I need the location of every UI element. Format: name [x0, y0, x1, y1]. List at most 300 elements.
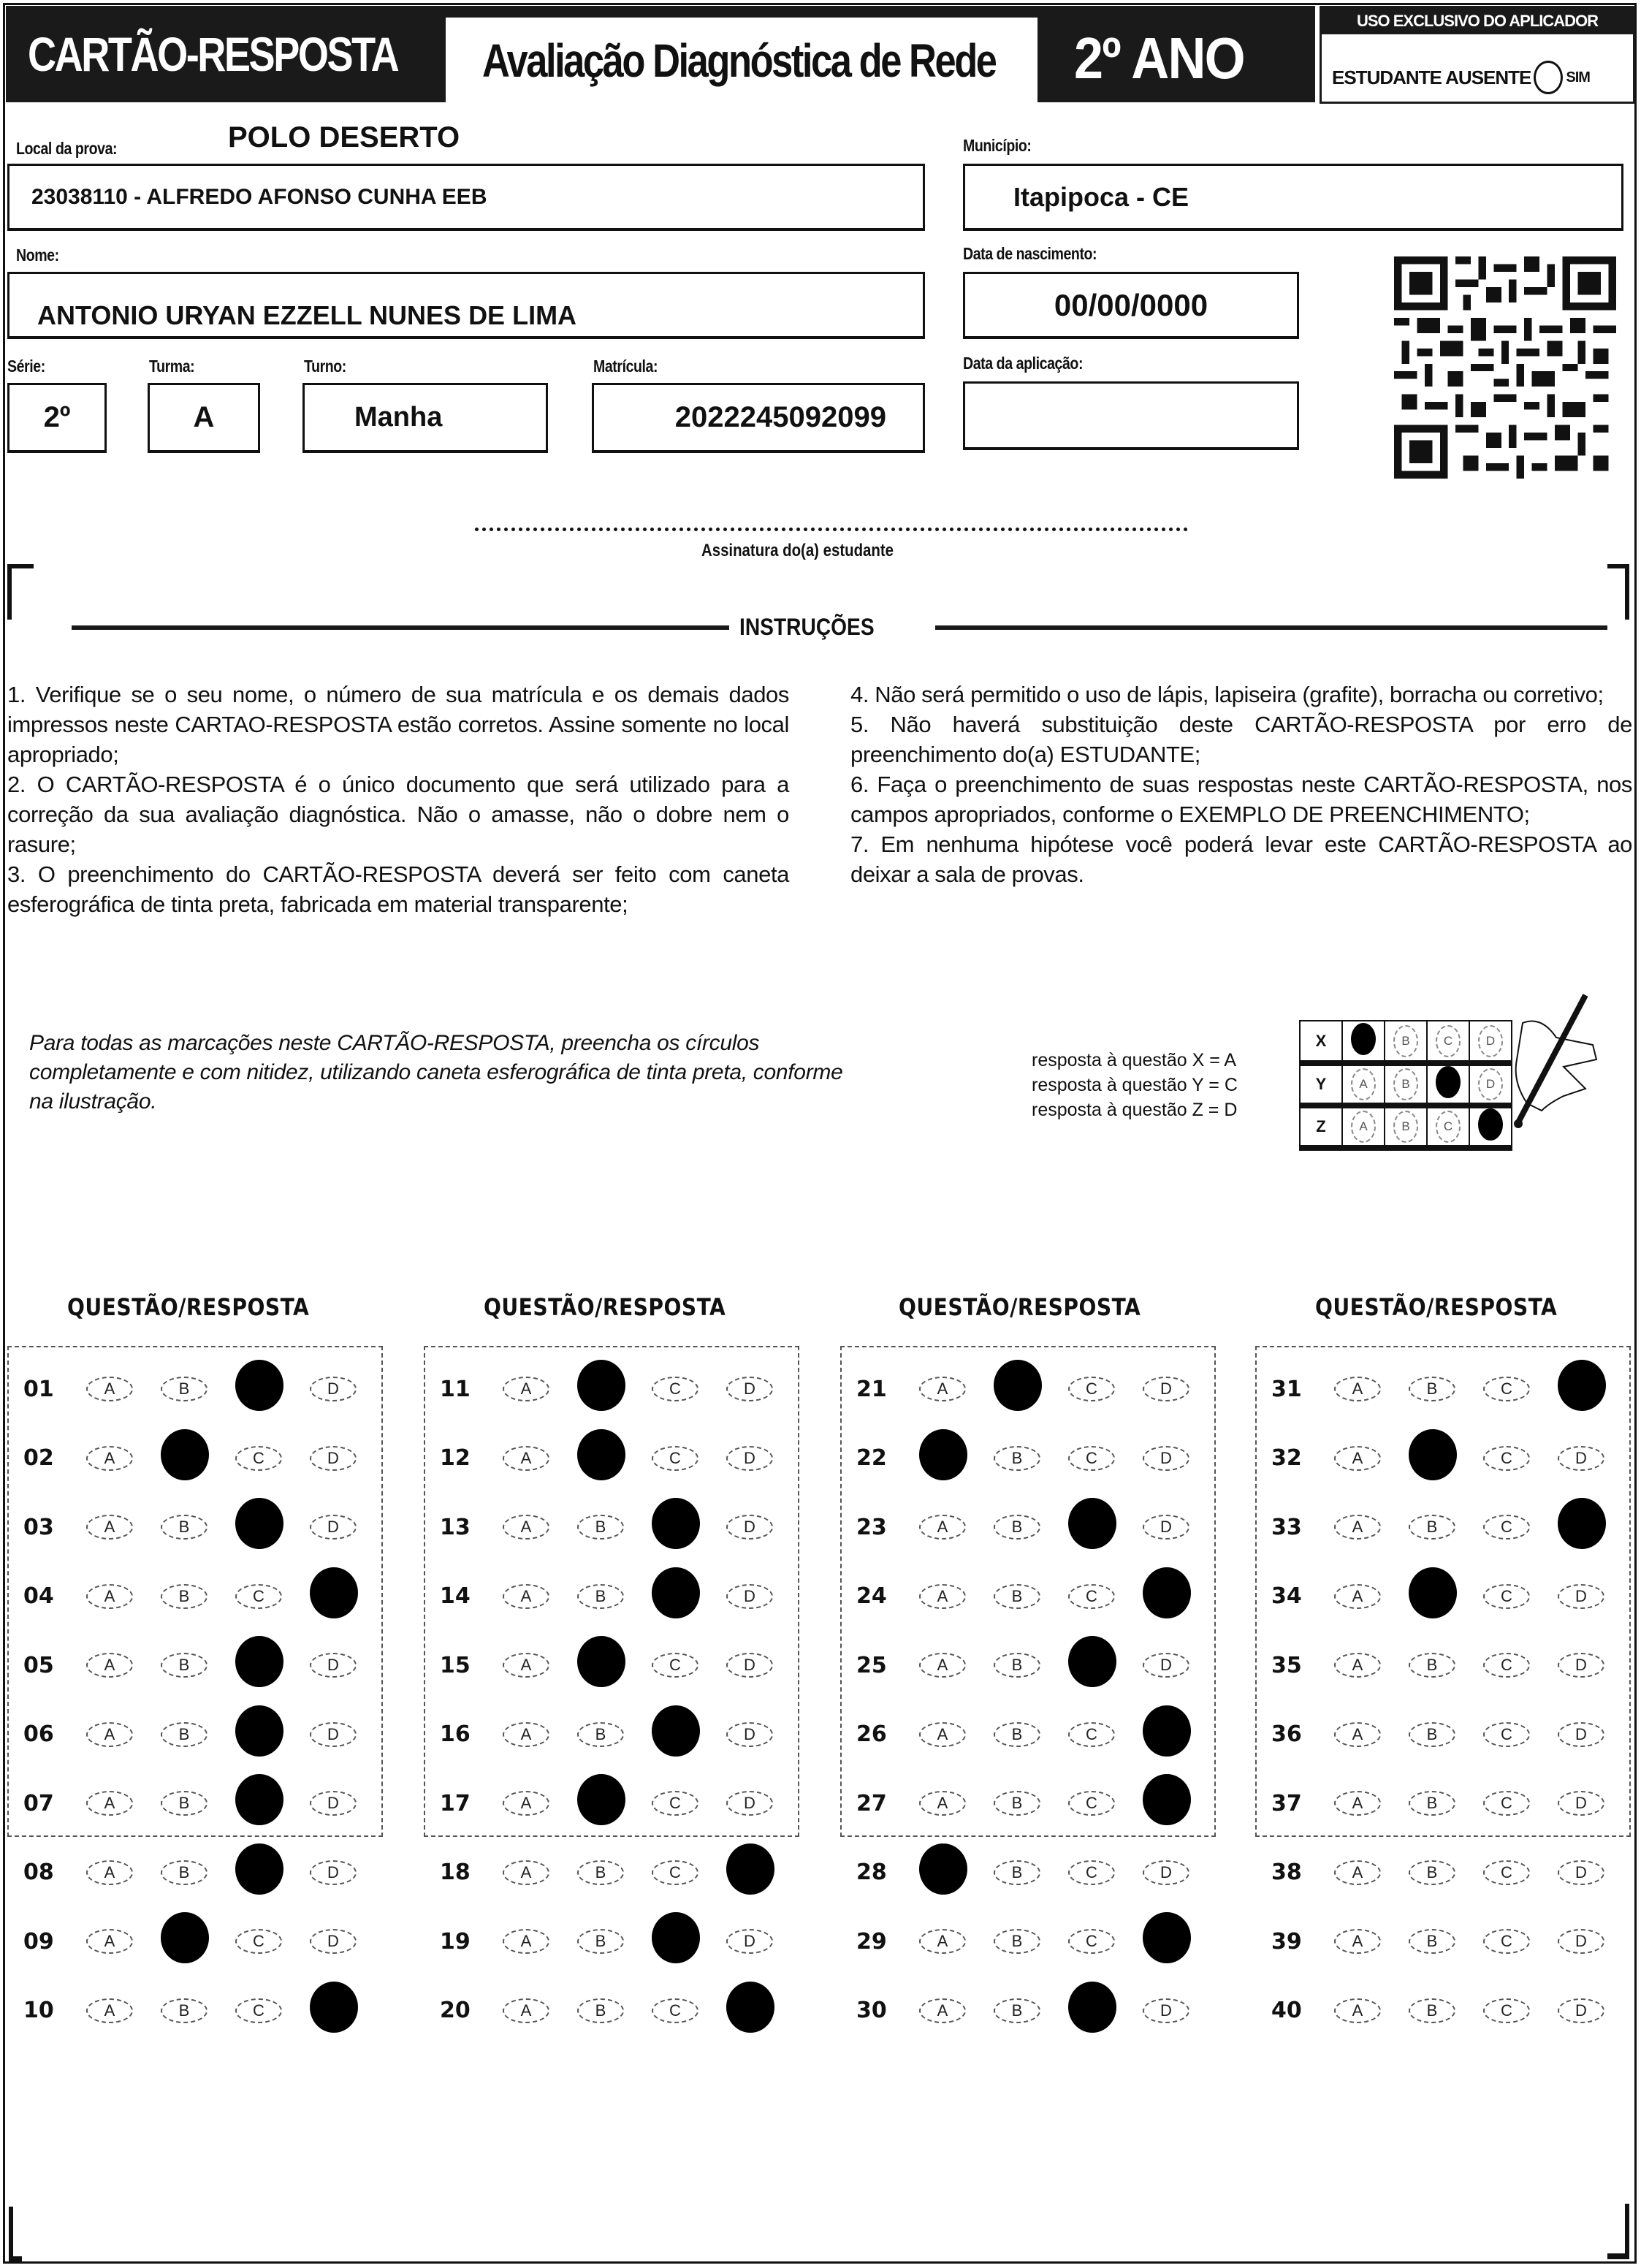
answer-bubble[interactable]: D: [1558, 1929, 1604, 1954]
answer-bubble[interactable]: A: [86, 1653, 133, 1678]
answer-bubble-filled[interactable]: [161, 1429, 209, 1480]
answer-bubble[interactable]: D: [1558, 1584, 1604, 1609]
answer-bubble[interactable]: D: [726, 1377, 773, 1401]
question-number: 06: [23, 1721, 54, 1747]
question-number: 12: [440, 1445, 471, 1471]
answer-bubble[interactable]: C: [1068, 1446, 1115, 1471]
answer-row: [842, 1925, 1214, 1958]
answer-panel: [840, 1346, 1216, 2023]
answer-row: [1257, 1580, 1629, 1613]
answer-bubble[interactable]: D: [310, 1377, 357, 1401]
answer-bubble[interactable]: A: [503, 1722, 549, 1747]
answer-bubble-filled[interactable]: [1558, 1498, 1606, 1549]
answer-bubble[interactable]: A: [1334, 1791, 1381, 1816]
answer-bubble[interactable]: D: [726, 1653, 773, 1678]
example-bubble: A: [1351, 1111, 1376, 1143]
answer-bubble[interactable]: D: [1143, 1860, 1189, 1885]
answer-row: [842, 1648, 1214, 1682]
question-number: 24: [856, 1583, 887, 1609]
answer-bubble[interactable]: A: [86, 1515, 133, 1540]
answer-row: [842, 1994, 1214, 2028]
answer-bubble[interactable]: A: [919, 1515, 966, 1540]
question-number: 15: [440, 1652, 471, 1678]
answer-column-title: QUESTÃO/RESPOSTA: [1315, 1293, 1558, 1321]
question-number: 17: [440, 1790, 471, 1816]
answer-bubble[interactable]: B: [1409, 1860, 1455, 1885]
header-band: [6, 6, 1315, 102]
answer-bubble-filled[interactable]: [1068, 1498, 1116, 1549]
applicator-heading: USO EXCLUSIVO DO APLICADOR: [1322, 8, 1633, 34]
question-number: 14: [440, 1583, 471, 1609]
question-number: 07: [23, 1790, 54, 1816]
question-number: 34: [1271, 1583, 1302, 1609]
answer-bubble[interactable]: A: [503, 1929, 549, 1954]
pen-hand-illustration-icon: [1476, 994, 1600, 1140]
class-field: [148, 383, 260, 453]
question-number: 11: [440, 1376, 471, 1402]
student-absent-option: SIM: [1566, 69, 1590, 85]
answer-bubble[interactable]: A: [503, 1860, 549, 1885]
answer-bubble[interactable]: A: [919, 1377, 966, 1401]
answer-bubble[interactable]: B: [994, 1860, 1040, 1885]
instructions-rule-right: [935, 625, 1607, 630]
answer-bubble[interactable]: A: [1334, 1515, 1381, 1540]
answer-row: [842, 1856, 1214, 1890]
answer-row: [9, 1372, 381, 1406]
answer-bubble[interactable]: A: [1334, 1446, 1381, 1471]
answer-bubble-filled[interactable]: [235, 1360, 283, 1411]
answer-bubble-filled[interactable]: [1143, 1774, 1191, 1825]
instruction-4: 4. Não será permitido o uso de lápis, lapiseira (grafite), borracha ou corretivo;: [850, 682, 1604, 707]
answer-bubble[interactable]: D: [726, 1515, 773, 1540]
example-row-label: Y: [1300, 1063, 1342, 1106]
question-number: 39: [1271, 1928, 1302, 1955]
answer-bubble[interactable]: B: [994, 1791, 1040, 1816]
instructions-right: [850, 680, 1632, 889]
question-number: 21: [856, 1376, 887, 1402]
answer-bubble-filled[interactable]: [235, 1774, 283, 1825]
answer-column-title: QUESTÃO/RESPOSTA: [899, 1293, 1141, 1321]
answer-bubble[interactable]: C: [1068, 1377, 1115, 1401]
answer-bubble[interactable]: C: [652, 1377, 698, 1401]
answer-bubble[interactable]: D: [1558, 1446, 1604, 1471]
answer-bubble[interactable]: B: [1409, 1653, 1455, 1678]
question-number: 30: [856, 1998, 887, 2023]
answer-bubble[interactable]: B: [1409, 1791, 1455, 1816]
answer-bubble[interactable]: D: [310, 1860, 357, 1885]
legend-y: resposta à questão Y = C: [1032, 1075, 1238, 1095]
answer-bubble-filled[interactable]: [919, 1843, 967, 1895]
exam-site-label: Local da prova:: [16, 139, 118, 158]
answer-bubble[interactable]: B: [1409, 1515, 1455, 1540]
grade-label: Série:: [7, 357, 45, 376]
question-number: 33: [1271, 1514, 1302, 1540]
answer-bubble[interactable]: B: [161, 1377, 207, 1401]
answer-row: [1257, 1372, 1629, 1406]
answer-row: [425, 1580, 798, 1613]
answer-bubble[interactable]: C: [652, 1791, 698, 1816]
answer-bubble[interactable]: D: [1143, 1377, 1189, 1401]
question-number: 01: [23, 1376, 54, 1402]
answer-bubble[interactable]: A: [919, 1929, 966, 1954]
answer-bubble[interactable]: B: [1409, 1377, 1455, 1401]
answer-row: [425, 1994, 798, 2028]
answer-bubble[interactable]: C: [1483, 1377, 1530, 1401]
answer-bubble[interactable]: C: [235, 1929, 282, 1954]
year-label: 2º ANO: [1074, 26, 1244, 91]
municipality-value: Itapipoca - CE: [1013, 181, 1189, 212]
answer-bubble[interactable]: B: [994, 1998, 1040, 2023]
legend-x: resposta à questão X = A: [1032, 1050, 1237, 1070]
answer-bubble-filled[interactable]: [235, 1498, 283, 1549]
answer-bubble[interactable]: C: [1483, 1722, 1530, 1747]
question-number: 40: [1271, 1998, 1302, 2023]
answer-row: [9, 1786, 381, 1820]
signature-line[interactable]: [475, 528, 1188, 531]
example-bubble: D: [1478, 1025, 1503, 1057]
answer-bubble[interactable]: A: [919, 1998, 966, 2023]
question-number: 27: [856, 1790, 887, 1816]
example-bubble-filled: [1436, 1066, 1461, 1098]
answer-bubble[interactable]: A: [86, 1791, 133, 1816]
answer-bubble[interactable]: D: [310, 1515, 357, 1540]
answer-bubble-filled[interactable]: [652, 1498, 700, 1549]
name-label: Nome:: [16, 246, 59, 265]
answer-row: [9, 1856, 381, 1890]
answer-bubble[interactable]: C: [1483, 1998, 1530, 2023]
answer-row: [9, 1580, 381, 1613]
answer-bubble[interactable]: B: [161, 1791, 207, 1816]
question-number: 04: [23, 1583, 54, 1609]
answer-bubble[interactable]: A: [919, 1791, 966, 1816]
card-title: CARTÃO-RESPOSTA: [28, 27, 398, 81]
answer-bubble-filled[interactable]: [1143, 1567, 1191, 1618]
answer-bubble[interactable]: A: [1334, 1377, 1381, 1401]
question-number: 35: [1271, 1652, 1302, 1678]
example-bubble: B: [1393, 1025, 1418, 1057]
answer-bubble[interactable]: A: [503, 1584, 549, 1609]
answer-bubble[interactable]: A: [1334, 1860, 1381, 1885]
answer-bubble[interactable]: B: [994, 1446, 1040, 1471]
corner-mark-top-left-vertical: [7, 564, 12, 620]
answer-bubble[interactable]: B: [577, 1929, 624, 1954]
answer-bubble[interactable]: B: [161, 1515, 207, 1540]
answer-bubble[interactable]: A: [919, 1722, 966, 1747]
answer-row: [425, 1718, 798, 1751]
instruction-6: 6. Faça o preenchimento de suas respostas neste CARTÃO-RESPOSTA, nos campos apropriados, conforme o EXEMPLO DE PREENCHIMENTO;: [850, 772, 1632, 827]
answer-bubble-filled[interactable]: [310, 1567, 358, 1618]
answer-bubble[interactable]: A: [919, 1653, 966, 1678]
answer-bubble[interactable]: D: [1143, 1515, 1189, 1540]
example-bubble: B: [1393, 1068, 1418, 1100]
instruction-2: 2. O CARTÃO-RESPOSTA é o único documento que será utilizado para a correção da sua avaliação diagnóstica. Não o amasse, não o dobre nem o rasure;: [7, 772, 789, 857]
answer-bubble-filled[interactable]: [1068, 1982, 1116, 2033]
corner-mark-bottom-right-foot: [1607, 2253, 1629, 2259]
answer-bubble[interactable]: B: [1409, 1722, 1455, 1747]
legend-z: resposta à questão Z = D: [1032, 1100, 1238, 1120]
answer-bubble-filled[interactable]: [235, 1843, 283, 1895]
answer-bubble[interactable]: C: [1068, 1791, 1115, 1816]
answer-bubble-filled[interactable]: [577, 1360, 625, 1411]
answer-bubble[interactable]: D: [310, 1446, 357, 1471]
answer-bubble-filled[interactable]: [994, 1360, 1042, 1411]
enrollment-label: Matrícula:: [593, 357, 658, 376]
answer-bubble-filled[interactable]: [310, 1982, 358, 2033]
student-absent-bubble[interactable]: [1534, 61, 1563, 94]
answer-bubble[interactable]: A: [503, 1377, 549, 1401]
answer-row: [842, 1580, 1214, 1613]
example-bubble: B: [1393, 1111, 1418, 1143]
shift-field: [302, 383, 548, 453]
answer-bubble[interactable]: A: [503, 1791, 549, 1816]
answer-bubble[interactable]: B: [161, 1722, 207, 1747]
applicator-box: [1320, 6, 1635, 104]
answer-bubble[interactable]: B: [577, 1998, 624, 2023]
answer-bubble-filled[interactable]: [1143, 1705, 1191, 1757]
class-label: Turma:: [149, 357, 195, 376]
instructions-left: [7, 680, 789, 919]
fill-example-legend: [1032, 1048, 1238, 1122]
answer-bubble[interactable]: C: [1483, 1791, 1530, 1816]
answer-bubble[interactable]: C: [235, 1584, 282, 1609]
corner-mark-bottom-left-foot: [9, 2256, 22, 2262]
exam-site-polo: POLO DESERTO: [228, 121, 460, 153]
answer-bubble[interactable]: A: [86, 1377, 133, 1401]
question-number: 19: [440, 1928, 471, 1955]
question-number: 28: [856, 1860, 887, 1885]
example-bubble: D: [1478, 1068, 1503, 1100]
answer-column-title: QUESTÃO/RESPOSTA: [67, 1293, 310, 1321]
answer-bubble-filled[interactable]: [726, 1843, 774, 1895]
answer-bubble[interactable]: B: [577, 1860, 624, 1885]
answer-bubble[interactable]: D: [1143, 1446, 1189, 1471]
answer-row: [1257, 1786, 1629, 1820]
answer-bubble-filled[interactable]: [235, 1705, 283, 1757]
answer-bubble[interactable]: A: [1334, 1584, 1381, 1609]
answer-bubble[interactable]: A: [1334, 1722, 1381, 1747]
answer-bubble[interactable]: D: [1558, 1860, 1604, 1885]
answer-row: [9, 1925, 381, 1958]
instruction-5: 5. Não haverá substituição deste CARTÃO-RESPOSTA por erro de preenchimento do(a) ESTUDANTE;: [850, 712, 1632, 767]
answer-bubble[interactable]: B: [161, 1860, 207, 1885]
enrollment-field: [592, 383, 925, 453]
question-number: 29: [856, 1928, 887, 1955]
municipality-label: Município:: [963, 136, 1032, 155]
answer-bubble[interactable]: D: [310, 1653, 357, 1678]
answer-bubble[interactable]: C: [652, 1446, 698, 1471]
answer-bubble-filled[interactable]: [577, 1636, 625, 1687]
name-value: ANTONIO URYAN EZZELL NUNES DE LIMA: [37, 300, 577, 330]
answer-bubble[interactable]: C: [1068, 1584, 1115, 1609]
answer-bubble-filled[interactable]: [919, 1429, 967, 1480]
answer-bubble[interactable]: B: [161, 1584, 207, 1609]
answer-bubble[interactable]: B: [994, 1515, 1040, 1540]
grade-value: 2º: [43, 401, 71, 433]
answer-bubble[interactable]: C: [652, 1860, 698, 1885]
corner-mark-top-right-vertical: [1625, 564, 1629, 620]
example-bubble: C: [1436, 1025, 1461, 1057]
question-number: 16: [440, 1721, 471, 1747]
answer-bubble-filled[interactable]: [235, 1636, 283, 1687]
answer-bubble[interactable]: C: [1483, 1515, 1530, 1540]
fill-instructions: Para todas as marcações neste CARTÃO-RESPOSTA, preencha os círculos completamente e com nitidez, utilizando caneta esferográfica de tinta preta, conforme na ilustração.: [29, 1031, 843, 1114]
answer-bubble[interactable]: C: [1483, 1446, 1530, 1471]
question-number: 09: [23, 1928, 54, 1955]
answer-row: [425, 1510, 798, 1544]
answer-bubble[interactable]: A: [86, 1584, 133, 1609]
answer-bubble[interactable]: D: [726, 1446, 773, 1471]
answer-bubble[interactable]: C: [1068, 1929, 1115, 1954]
answer-bubble-filled[interactable]: [577, 1429, 625, 1480]
answer-bubble[interactable]: C: [652, 1653, 698, 1678]
answer-bubble[interactable]: A: [86, 1998, 133, 2023]
answer-bubble-filled[interactable]: [652, 1705, 700, 1757]
example-row-label: Z: [1300, 1106, 1342, 1148]
answer-bubble[interactable]: B: [577, 1515, 624, 1540]
answer-bubble-filled[interactable]: [1558, 1360, 1606, 1411]
birth-date-label: Data de nascimento:: [963, 244, 1097, 263]
answer-bubble[interactable]: B: [1409, 1998, 1455, 2023]
signature-label: Assinatura do(a) estudante: [701, 541, 894, 560]
answer-bubble[interactable]: D: [1558, 1722, 1604, 1747]
answer-row: [1257, 1856, 1629, 1890]
instruction-1: 1. Verifique se o seu nome, o número de sua matrícula e os demais dados impressos neste CARTAO-RESPOSTA estão corretos. Assine somente no local apropriado;: [7, 682, 789, 767]
instruction-7: 7. Em nenhuma hipótese você poderá levar este CARTÃO-RESPOSTA ao deixar a sala de provas.: [850, 832, 1632, 887]
answer-bubble-filled[interactable]: [1143, 1912, 1191, 1963]
answer-bubble[interactable]: B: [161, 1653, 207, 1678]
answer-bubble[interactable]: B: [994, 1653, 1040, 1678]
answer-bubble[interactable]: B: [994, 1929, 1040, 1954]
question-number: 32: [1271, 1445, 1302, 1471]
answer-bubble[interactable]: D: [726, 1584, 773, 1609]
answer-bubble[interactable]: C: [1483, 1653, 1530, 1678]
answer-bubble[interactable]: A: [503, 1515, 549, 1540]
answer-row: [9, 1994, 381, 2028]
answer-bubble-filled[interactable]: [652, 1567, 700, 1618]
answer-bubble[interactable]: B: [577, 1584, 624, 1609]
answer-bubble[interactable]: C: [1483, 1860, 1530, 1885]
answer-row: [425, 1648, 798, 1682]
answer-bubble[interactable]: C: [235, 1998, 282, 2023]
corner-mark-bottom-left: [9, 2207, 13, 2262]
name-field: [7, 272, 925, 339]
answer-bubble-filled[interactable]: [1409, 1567, 1457, 1618]
answer-bubble[interactable]: A: [919, 1584, 966, 1609]
answer-row: [842, 1442, 1214, 1475]
answer-bubble[interactable]: B: [161, 1998, 207, 2023]
answer-bubble[interactable]: D: [1143, 1998, 1189, 2023]
answer-bubble[interactable]: D: [1558, 1791, 1604, 1816]
answer-row: [9, 1510, 381, 1544]
shift-value: Manha: [354, 402, 443, 433]
answer-bubble[interactable]: C: [1483, 1584, 1530, 1609]
answer-row: [1257, 1994, 1629, 2028]
answer-bubble[interactable]: A: [1334, 1653, 1381, 1678]
question-number: 25: [856, 1652, 887, 1678]
question-number: 37: [1271, 1790, 1302, 1816]
birth-date-value: 00/00/0000: [1054, 287, 1208, 322]
application-date-field[interactable]: [963, 381, 1299, 450]
example-bubble-filled: [1351, 1023, 1376, 1055]
answer-bubble[interactable]: D: [726, 1929, 773, 1954]
answer-bubble[interactable]: A: [503, 1653, 549, 1678]
question-number: 08: [23, 1860, 54, 1885]
answer-bubble[interactable]: C: [1068, 1860, 1115, 1885]
answer-bubble[interactable]: D: [726, 1791, 773, 1816]
question-number: 38: [1271, 1860, 1302, 1885]
answer-bubble[interactable]: D: [1143, 1653, 1189, 1678]
example-bubble: A: [1351, 1068, 1376, 1100]
answer-bubble[interactable]: A: [503, 1446, 549, 1471]
answer-bubble[interactable]: C: [652, 1998, 698, 2023]
municipality-field: [963, 164, 1623, 231]
question-number: 20: [440, 1998, 471, 2023]
exam-title-box: [446, 18, 1037, 105]
answer-row: [9, 1442, 381, 1475]
answer-bubble[interactable]: D: [310, 1791, 357, 1816]
qr-code-icon: [1394, 251, 1616, 484]
answer-row: [425, 1856, 798, 1890]
answer-bubble-filled[interactable]: [652, 1912, 700, 1963]
question-number: 05: [23, 1652, 54, 1678]
answer-bubble[interactable]: B: [1409, 1929, 1455, 1954]
answer-bubble[interactable]: B: [577, 1722, 624, 1747]
student-absent-label: ESTUDANTE AUSENTE: [1332, 66, 1531, 88]
instructions-title: INSTRUÇÕES: [739, 614, 875, 640]
answer-row: [1257, 1648, 1629, 1682]
student-absent-row: [1332, 61, 1590, 94]
answer-bubble[interactable]: D: [726, 1722, 773, 1747]
answer-bubble[interactable]: A: [503, 1998, 549, 2023]
answer-bubble[interactable]: A: [86, 1722, 133, 1747]
answer-row: [425, 1372, 798, 1406]
answer-bubble[interactable]: A: [86, 1929, 133, 1954]
answer-bubble-filled[interactable]: [161, 1912, 209, 1963]
answer-bubble[interactable]: A: [86, 1446, 133, 1471]
answer-bubble[interactable]: B: [994, 1722, 1040, 1747]
question-number: 26: [856, 1721, 887, 1747]
answer-row: [425, 1442, 798, 1475]
answer-bubble[interactable]: C: [1483, 1929, 1530, 1954]
answer-bubble[interactable]: A: [1334, 1998, 1381, 2023]
answer-bubble[interactable]: D: [310, 1722, 357, 1747]
question-number: 02: [23, 1445, 54, 1471]
answer-row: [842, 1372, 1214, 1406]
answer-bubble[interactable]: D: [1558, 1998, 1604, 2023]
application-date-label: Data da aplicação:: [963, 354, 1084, 373]
answer-bubble[interactable]: B: [994, 1584, 1040, 1609]
answer-row: [842, 1510, 1214, 1544]
answer-bubble[interactable]: D: [310, 1929, 357, 1954]
answer-row: [1257, 1925, 1629, 1958]
answer-bubble[interactable]: A: [1334, 1929, 1381, 1954]
class-value: A: [193, 401, 215, 433]
answer-bubble-filled[interactable]: [726, 1982, 774, 2033]
example-bubble: C: [1436, 1111, 1461, 1143]
answer-bubble[interactable]: A: [86, 1860, 133, 1885]
answer-bubble-filled[interactable]: [1409, 1429, 1457, 1480]
answer-bubble-filled[interactable]: [1068, 1636, 1116, 1687]
answer-bubble[interactable]: C: [235, 1446, 282, 1471]
grade-field: [7, 383, 107, 453]
example-row-label: X: [1300, 1021, 1342, 1063]
answer-bubble-filled[interactable]: [577, 1774, 625, 1825]
question-number: 23: [856, 1514, 887, 1540]
answer-bubble[interactable]: C: [1068, 1722, 1115, 1747]
answer-panel: [424, 1346, 799, 2023]
answer-row: [9, 1718, 381, 1751]
answer-bubble[interactable]: D: [1558, 1653, 1604, 1678]
